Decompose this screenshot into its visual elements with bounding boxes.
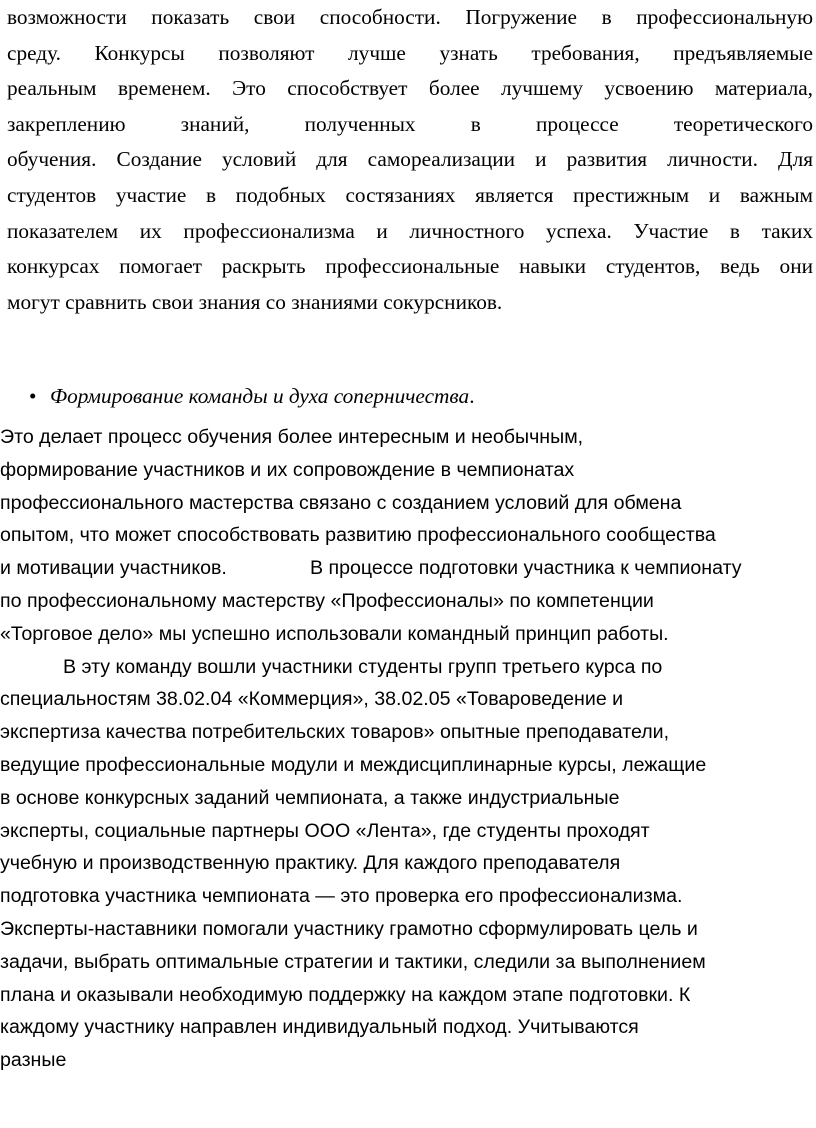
bullet-heading-period: . [469,384,475,408]
text-line: эксперты, социальные партнеры ООО «Лента», где студенты проходят [0,819,650,842]
text-line: студентов участие в подобных состязаниях является престижным и важным [7,182,813,207]
text-line: Эксперты-наставники помогали участнику грамотно сформулировать цель и [0,917,698,940]
text-line: среду. Конкурсы позволяют лучше узнать требования, предъявляемые [7,40,813,65]
paragraph-competitions [7,0,813,320]
text-line: профессионального мастерства связано с созданием условий для обмена [0,491,682,514]
text-line: обучения. Создание условий для самореализации и развития личности. Для [7,147,813,172]
text-line: в основе конкурсных заданий чемпионата, а также индустриальные [0,786,620,809]
text-line: разные [0,1049,67,1072]
text-line: опытом, что может способствовать развитию профессионального сообщества [0,524,716,547]
text-line: закреплению знаний, полученных в процессе теоретического [7,111,813,136]
text-line: «Торговое дело» мы успешно использовали командный принцип работы. [0,622,669,645]
bullet-list-item [0,378,816,414]
text-line: по профессиональному мастерству «Профессионалы» по компетенции [0,589,654,612]
text-line: специальностям 38.02.04 «Коммерция», 38.02.05 «Товароведение и [0,688,624,711]
text-line: подготовка участника чемпионата — это проверка его профессионализма. [0,885,683,908]
text-line: реальным временем. Это способствует более лучшему усвоению материала, [7,76,813,101]
text-segment: В процессе подготовки участника к чемпионату [310,557,742,580]
bullet-heading [50,378,475,414]
text-segment: и мотивации участников. [0,557,227,580]
text-line: формирование участников и их сопровождение в чемпионатах [0,458,575,481]
text-line: конкурсах помогает раскрыть профессиональные навыки студентов, ведь они [7,254,813,279]
text-line: Это делает процесс обучения более интересным и необычным, [0,426,584,448]
text-line: показателем их профессионализма и личностного успеха. Участие в таких [7,218,813,243]
text-line: могут сравнить свои знания со знаниями сокурсников. [7,289,503,314]
text-line: экспертиза качества потребительских товаров» опытные преподаватели, [0,721,670,744]
text-line: возможности показать свои способности. Погружение в профессиональную [7,5,813,29]
text-line-split [0,552,816,585]
text-line: плана и оказывали необходимую поддержку на каждом этапе подготовки. К [0,983,691,1006]
text-line: ведущие профессиональные модули и междисциплинарные курсы, лежащие [0,753,707,776]
bullet-heading-text: Формирование команды и духа соперничества [50,384,470,408]
text-line: В эту команду вошли участники студенты групп третьего курса по [63,655,663,678]
text-line: задачи, выбрать оптимальные стратегии и тактики, следили за выполнением [0,950,706,973]
text-line: учебную и производственную практику. Для каждого преподавателя [0,852,621,875]
text-line: каждому участнику направлен индивидуальный подход. Учитываются [0,1016,639,1039]
paragraph-team [0,421,816,1077]
bullet-icon: • [29,384,37,408]
